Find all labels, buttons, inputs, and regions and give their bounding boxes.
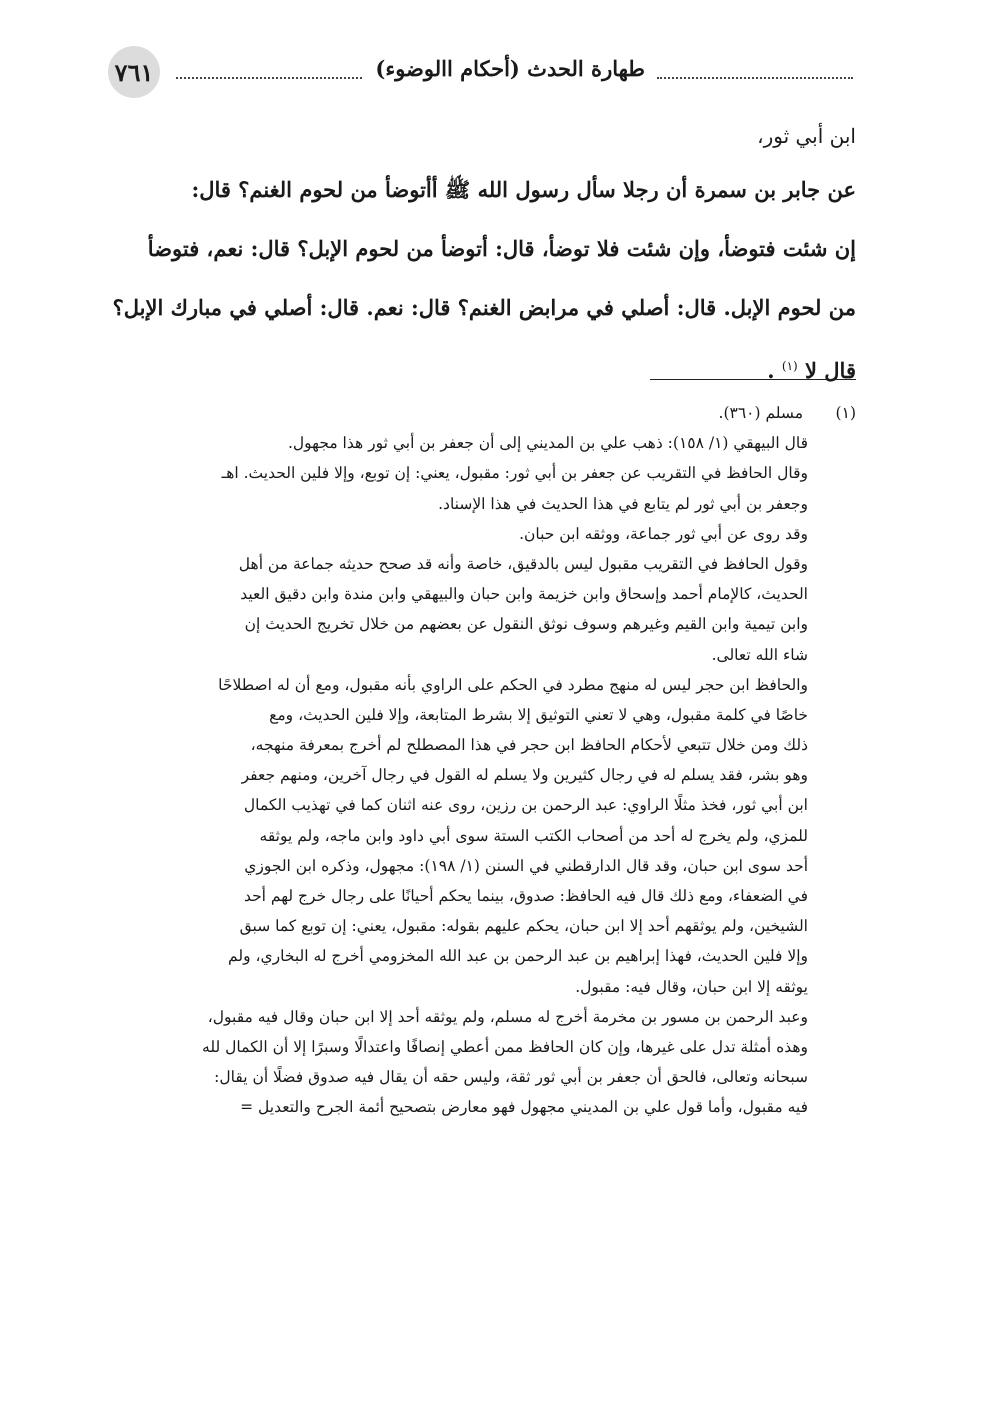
hadith-line: إن شئت فتوضأ، وإن شئت فلا توضأ، قال: أتوضأ من لحوم الإبل؟ قال: نعم، فتوضأ xyxy=(147,236,856,261)
footnote-line: الحديث، كالإمام أحمد وإسحاق وابن خزيمة وابن حبان والبيهقي وابن مندة وابن دقيق العيد xyxy=(240,585,808,604)
footnote-line: يوثقه إلا ابن حبان، وقال فيه: مقبول. xyxy=(575,977,808,996)
footnote-reference[interactable]: (١) xyxy=(781,359,798,373)
footnote-text: مسلم (٣٦٠). xyxy=(718,404,804,422)
running-title: طهارة الحدث (أحكام االوضوء) xyxy=(375,56,645,81)
hadith-text: قال لا xyxy=(805,358,856,383)
footnote-first-line xyxy=(108,398,856,428)
footnote-separator xyxy=(650,379,856,380)
footnote-line: ذلك ومن خلال تتبعي لأحكام الحافظ ابن حجر في هذا المصطلح لم أخرج بمعرفة منهجه، xyxy=(250,736,808,755)
footnote-line: للمزي، ولم يخرج له أحد من أصحاب الكتب الستة سوى أبي داود وابن ماجه، ولم يوثقه xyxy=(259,826,808,845)
footnote-line: ابن أبي ثور، فخذ مثلًا الراوي: عبد الرحمن بن رزين، روى عنه اثنان كما في تهذيب الكمال xyxy=(243,796,808,815)
footnotes xyxy=(108,398,856,1123)
hadith-line: عن جابر بن سمرة أن رجلا سأل رسول الله ﷺ أأتوضأ من لحوم الغنم؟ قال: xyxy=(191,177,856,202)
footnote-line: وهذه أمثلة تدل على غيرها، وإن كان الحافظ ممن أعطي إنصافًا واعتدالًا وسبرًا إلا أن الكمال لله xyxy=(202,1037,808,1056)
footnote-line: وقال الحافظ في التقريب عن جعفر بن أبي ثور: مقبول، يعني: إن توبع، وإلا فلين الحديث. اهـ xyxy=(221,464,808,483)
footnote-line: خاصًا في كلمة مقبول، وهي لا تعني التوثيق إلا بشرط المتابعة، وإلا فلين الحديث، ومع xyxy=(269,705,808,724)
footnote-line: سبحانه وتعالى، فالحق أن جعفر بن أبي ثور ثقة، وليس حقه أن يقال فيه صدوق فضلًا أن يقال: xyxy=(214,1068,808,1087)
footnote-line: وهو بشر، فقد يسلم له في رجال كثيرين ولا يسلم له القول في رجال آخرين، ومنهم جعفر xyxy=(241,766,808,785)
footnote-line: وجعفر بن أبي ثور لم يتابع في هذا الحديث في هذا الإسناد. xyxy=(438,494,808,513)
header-dots-left xyxy=(176,77,362,79)
footnote-number: (١) xyxy=(835,404,856,422)
header-dots-right xyxy=(657,77,853,79)
footnote-line: قال البيهقي (١/ ١٥٨): ذهب علي بن المديني إلى أن جعفر بن أبي ثور هذا مجهول. xyxy=(287,434,808,453)
hadith-line: من لحوم الإبل. قال: أصلي في مرابض الغنم؟ قال: نعم. قال: أصلي في مبارك الإبل؟ xyxy=(112,295,856,320)
footnote-line: وإلا فلين الحديث، فهذا إبراهيم بن عبد الرحمن بن عبد الله المخزومي أخرج له البخاري، ولم xyxy=(228,947,808,966)
footnote-line: والحافظ ابن حجر ليس له منهج مطرد في الحكم على الراوي بأنه مقبول، ومع أن له اصطلاحًا xyxy=(218,675,808,694)
footnote-line: وعبد الرحمن بن مسور بن مخرمة أخرج له مسلم، ولم يوثقه أحد إلا ابن حبان وقال فيه مقبول، xyxy=(207,1007,808,1026)
hadith-line-last xyxy=(108,337,856,396)
footnote-line: أحد سوى ابن حبان، وقد قال الدارقطني في السنن (١/ ١٩٨): مجهول، وذكره ابن الجوزي xyxy=(244,856,808,875)
page-number: ٧٦١ xyxy=(108,46,160,98)
footnote-line: وابن تيمية وابن القيم وغيرهم وسوف نوثق النقول عن بعضهم من خلال تخريج الحديث إن xyxy=(244,615,808,634)
page-header xyxy=(108,46,853,98)
text-line: ابن أبي ثور، xyxy=(757,124,856,148)
sentence-end: . xyxy=(767,358,775,383)
footnote-line: فيه مقبول، وأما قول علي بن المديني مجهول فهو معارض بتصحيح أئمة الجرح والتعديل = xyxy=(240,1098,808,1117)
footnote-line: شاء الله تعالى. xyxy=(711,645,808,664)
footnote-line: الشيخين، ولم يوثقهم أحد إلا ابن حبان، يحكم عليهم بقوله: مقبول، يعني: إن توبع كما سبق xyxy=(239,917,808,936)
footnote-line: في الضعفاء، ومع ذلك قال فيه الحافظ: صدوق، بينما يحكم أحيانًا على رجال خرج لهم أحد xyxy=(243,887,808,905)
main-text xyxy=(108,112,856,396)
footnote-line: وقول الحافظ في التقريب مقبول ليس بالدقيق، خاصة وأنه قد صحح حديثه جماعة من أهل xyxy=(238,554,808,573)
footnote-line: وقد روى عن أبي ثور جماعة، ووثقه ابن حبان. xyxy=(519,524,808,543)
